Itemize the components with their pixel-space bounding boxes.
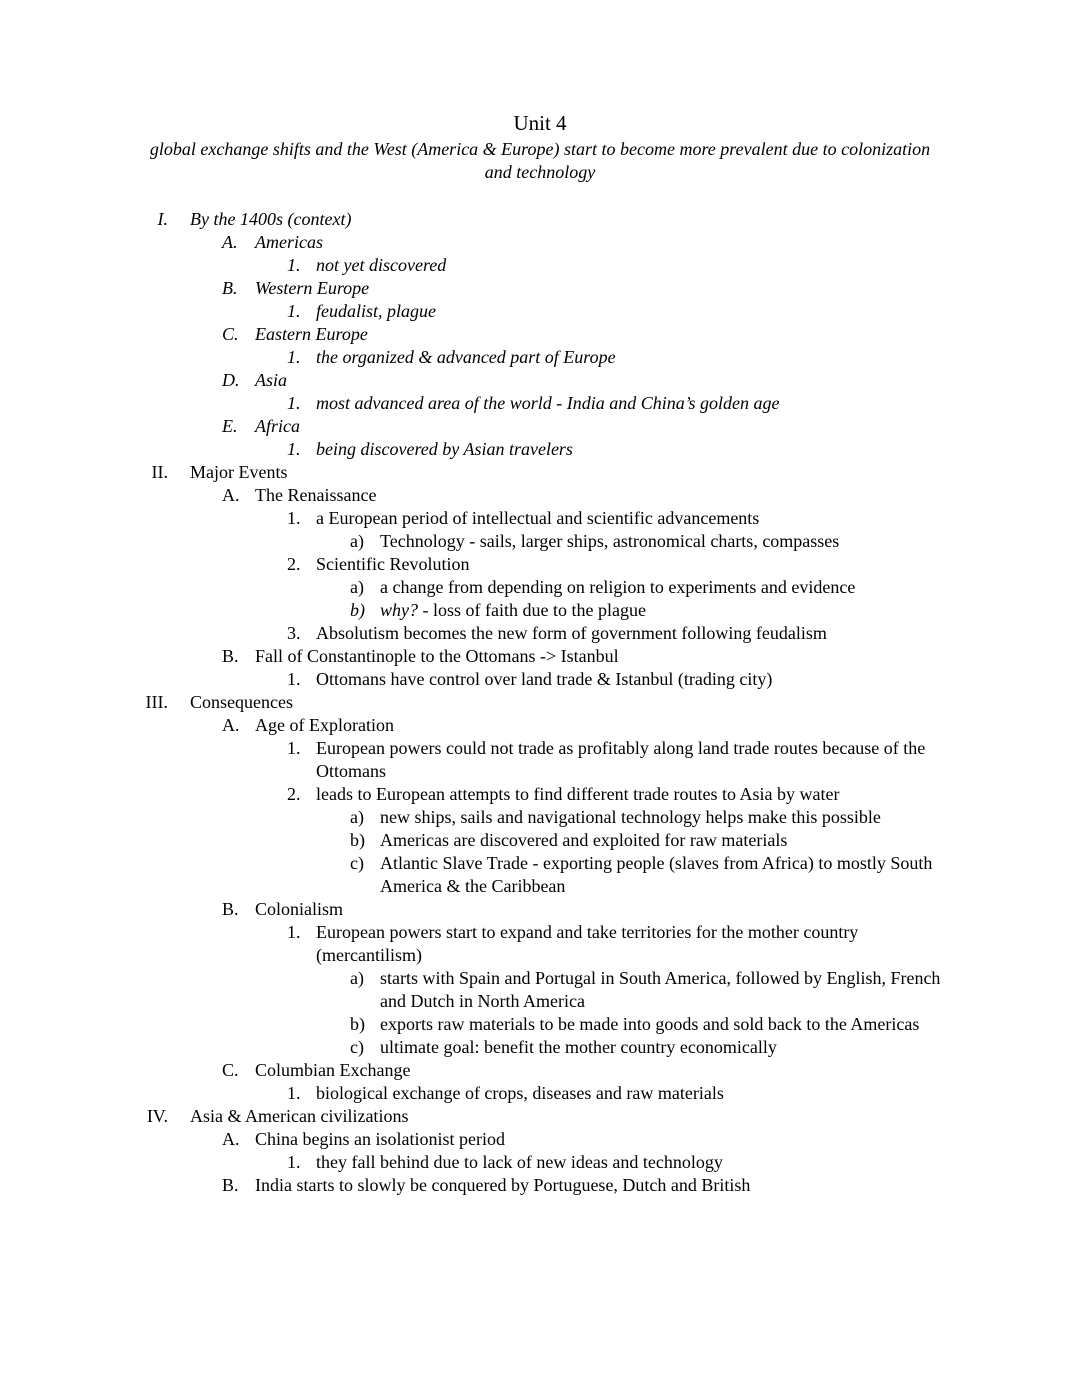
list-marker: b) — [350, 600, 365, 620]
outline-item — [0, 599, 1080, 622]
list-marker: 1. — [287, 922, 301, 942]
item-text: European powers could not trade as profitably along land trade routes because of the Ottomans — [316, 738, 926, 781]
outline-item — [0, 415, 1080, 438]
list-marker: 3. — [287, 623, 301, 643]
outline-item — [0, 1013, 1080, 1036]
item-text: ultimate goal: benefit the mother country economically — [380, 1037, 777, 1057]
list-marker: c) — [350, 1037, 364, 1057]
item-text: Western Europe — [255, 278, 370, 298]
item-text: exports raw materials to be made into goods and sold back to the Americas — [380, 1014, 920, 1034]
outline-item — [0, 1059, 1080, 1082]
item-text: not yet discovered — [316, 255, 447, 275]
item-text: Columbian Exchange — [255, 1060, 411, 1080]
list-marker: b) — [350, 1014, 365, 1034]
page-subtitle: global exchange shifts and the West (America & Europe) start to become more prevalent due to colonization and technology — [149, 139, 931, 182]
outline-item — [0, 691, 1080, 714]
list-marker: 1. — [287, 508, 301, 528]
list-marker: E. — [222, 416, 238, 436]
item-text: Colonialism — [255, 899, 344, 919]
item-text: most advanced area of the world - India and China’s golden age — [316, 393, 780, 413]
outline-item — [0, 1082, 1080, 1105]
outline-item — [0, 737, 1080, 783]
text-segment: why? — [380, 600, 418, 620]
list-marker: 1. — [287, 255, 301, 275]
item-text: Americas — [255, 232, 323, 252]
list-marker: B. — [222, 278, 238, 298]
outline-item — [0, 507, 1080, 530]
outline-item — [0, 806, 1080, 829]
item-text: Asia & American civilizations — [190, 1106, 409, 1126]
list-marker: 1. — [287, 1152, 301, 1172]
list-marker: 1. — [287, 669, 301, 689]
list-marker: B. — [222, 646, 239, 666]
outline-item — [0, 829, 1080, 852]
outline-item — [0, 484, 1080, 507]
outline-item — [0, 277, 1080, 300]
outline-item — [0, 392, 1080, 415]
list-marker: A. — [222, 232, 238, 252]
item-text: Consequences — [190, 692, 293, 712]
outline-item — [0, 1174, 1080, 1197]
outline-item — [0, 438, 1080, 461]
outline-item — [0, 645, 1080, 668]
item-text — [380, 599, 955, 622]
outline-item — [0, 921, 1080, 967]
outline-item — [0, 208, 1080, 231]
item-text: being discovered by Asian travelers — [316, 439, 573, 459]
item-text: feudalist, plague — [316, 301, 436, 321]
item-text: a change from depending on religion to experiments and evidence — [380, 577, 856, 597]
list-marker: IV. — [146, 1106, 168, 1126]
outline-item — [0, 530, 1080, 553]
outline-item — [0, 1128, 1080, 1151]
item-text: Africa — [255, 416, 300, 436]
outline-item — [0, 369, 1080, 392]
item-text: Age of Exploration — [255, 715, 394, 735]
outline-item — [0, 1036, 1080, 1059]
text-segment: - loss of faith due to the plague — [418, 600, 646, 620]
outline-item — [0, 461, 1080, 484]
list-marker: A. — [222, 715, 240, 735]
outline-item — [0, 254, 1080, 277]
list-marker: C. — [222, 324, 239, 344]
item-text: By the 1400s (context) — [190, 209, 352, 229]
outline-item — [0, 622, 1080, 645]
list-marker: a) — [350, 968, 364, 988]
list-marker: c) — [350, 853, 364, 873]
list-marker: III. — [145, 692, 168, 712]
list-marker: 2. — [287, 554, 301, 574]
outline-item — [0, 783, 1080, 806]
item-text: Ottomans have control over land trade & Istanbul (trading city) — [316, 669, 773, 689]
page-title: Unit 4 — [513, 111, 567, 135]
item-text: Technology - sails, larger ships, astronomical charts, compasses — [380, 531, 840, 551]
list-marker: 2. — [287, 784, 301, 804]
outline-item — [0, 300, 1080, 323]
outline-item — [0, 714, 1080, 737]
list-marker: 1. — [287, 347, 301, 367]
item-text: they fall behind due to lack of new ideas and technology — [316, 1152, 723, 1172]
outline-item — [0, 231, 1080, 254]
item-text: India starts to slowly be conquered by Portuguese, Dutch and British — [255, 1175, 751, 1195]
outline-item — [0, 553, 1080, 576]
outline-item — [0, 668, 1080, 691]
outline — [0, 208, 1080, 1197]
outline-item — [0, 898, 1080, 921]
list-marker: B. — [222, 1175, 239, 1195]
item-text: new ships, sails and navigational technology helps make this possible — [380, 807, 881, 827]
item-text: a European period of intellectual and scientific advancements — [316, 508, 760, 528]
item-text: China begins an isolationist period — [255, 1129, 505, 1149]
item-text: Fall of Constantinople to the Ottomans -> Istanbul — [255, 646, 619, 666]
item-text: European powers start to expand and take territories for the mother country (mercantilism) — [316, 922, 859, 965]
list-marker: B. — [222, 899, 239, 919]
item-text: Scientific Revolution — [316, 554, 470, 574]
outline-item — [0, 967, 1080, 1013]
item-text: leads to European attempts to find different trade routes to Asia by water — [316, 784, 840, 804]
item-text: biological exchange of crops, diseases and raw materials — [316, 1083, 724, 1103]
list-marker: 1. — [287, 393, 301, 413]
item-text: Americas are discovered and exploited for raw materials — [380, 830, 788, 850]
item-text: Absolutism becomes the new form of government following feudalism — [316, 623, 827, 643]
list-marker: a) — [350, 577, 364, 597]
item-text: starts with Spain and Portugal in South America, followed by English, French and Dutch in North America — [380, 968, 941, 1011]
item-text: the organized & advanced part of Europe — [316, 347, 616, 367]
list-marker: I. — [157, 209, 168, 229]
list-marker: 1. — [287, 1083, 301, 1103]
outline-item — [0, 1151, 1080, 1174]
list-marker: A. — [222, 1129, 240, 1149]
item-text: Asia — [255, 370, 288, 390]
item-text: The Renaissance — [255, 485, 377, 505]
list-marker: A. — [222, 485, 240, 505]
outline-item — [0, 323, 1080, 346]
list-marker: II. — [151, 462, 168, 482]
outline-item — [0, 852, 1080, 898]
list-marker: 1. — [287, 301, 301, 321]
list-marker: 1. — [287, 439, 301, 459]
list-marker: b) — [350, 830, 365, 850]
outline-item — [0, 576, 1080, 599]
outline-item — [0, 1105, 1080, 1128]
outline-item — [0, 346, 1080, 369]
list-marker: a) — [350, 807, 364, 827]
list-marker: D. — [222, 370, 240, 390]
item-text: Major Events — [190, 462, 288, 482]
list-marker: 1. — [287, 738, 301, 758]
item-text: Eastern Europe — [255, 324, 368, 344]
item-text: Atlantic Slave Trade - exporting people (slaves from Africa) to mostly South America & the Caribbean — [380, 853, 933, 896]
list-marker: a) — [350, 531, 364, 551]
list-marker: C. — [222, 1060, 239, 1080]
